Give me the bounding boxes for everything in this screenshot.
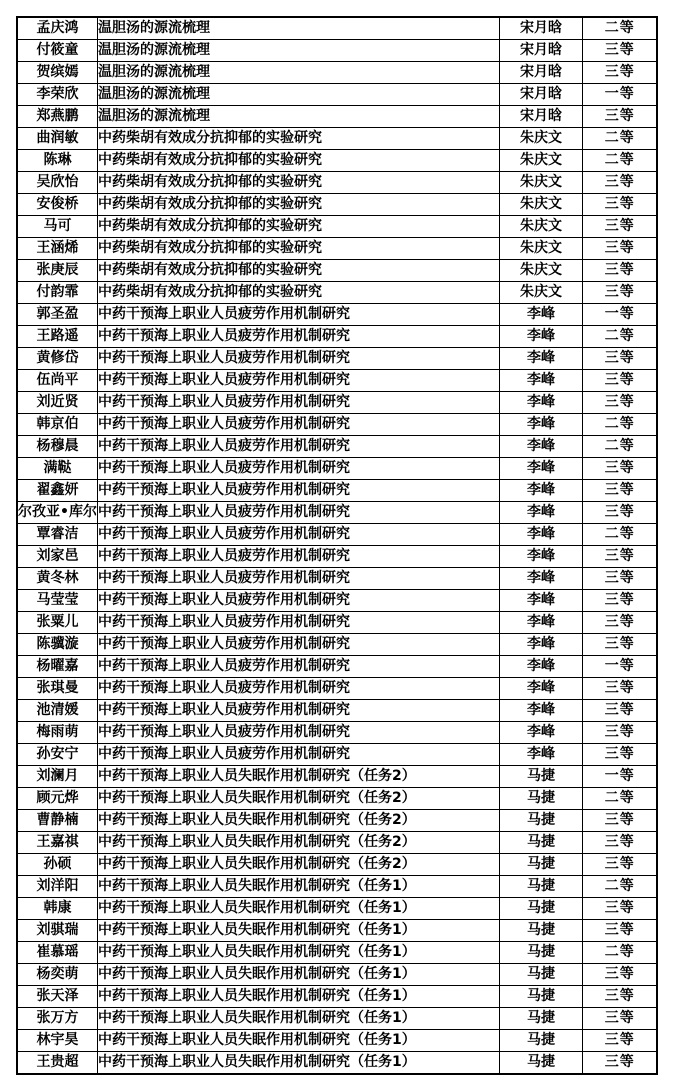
student-name-cell: 贺缤嫣 <box>17 62 97 84</box>
advisor-name-cell: 李峰 <box>499 458 582 480</box>
award-grade-cell: 一等 <box>582 656 657 678</box>
table-row <box>17 1052 657 1075</box>
advisor-name-cell: 李峰 <box>499 414 582 436</box>
project-title-cell: 中药柴胡有效成分抗抑郁的实验研究 <box>97 238 499 260</box>
project-title-cell: 温胆汤的源流梳理 <box>97 40 499 62</box>
award-grade-cell: 三等 <box>582 216 657 238</box>
project-title-cell: 温胆汤的源流梳理 <box>97 62 499 84</box>
advisor-name-cell: 李峰 <box>499 392 582 414</box>
project-title-cell: 中药干预海上职业人员失眠作用机制研究（任务1） <box>97 898 499 920</box>
award-grade-cell: 三等 <box>582 964 657 986</box>
award-grade-cell: 三等 <box>582 502 657 524</box>
table-row <box>17 194 657 216</box>
award-grade-cell: 三等 <box>582 1008 657 1030</box>
project-title-cell: 中药柴胡有效成分抗抑郁的实验研究 <box>97 216 499 238</box>
project-title-cell: 中药干预海上职业人员疲劳作用机制研究 <box>97 414 499 436</box>
project-title-cell: 中药干预海上职业人员失眠作用机制研究（任务1） <box>97 986 499 1008</box>
award-grade-cell: 二等 <box>582 876 657 898</box>
student-name-cell: 尔孜亚•库尔 <box>17 502 97 524</box>
advisor-name-cell: 宋月晗 <box>499 17 582 40</box>
advisor-name-cell: 李峰 <box>499 568 582 590</box>
student-name-cell: 张琪曼 <box>17 678 97 700</box>
advisor-name-cell: 马捷 <box>499 1008 582 1030</box>
award-grade-cell: 一等 <box>582 304 657 326</box>
award-grade-cell: 三等 <box>582 40 657 62</box>
advisor-name-cell: 马捷 <box>499 986 582 1008</box>
advisor-name-cell: 马捷 <box>499 898 582 920</box>
table-row <box>17 480 657 502</box>
student-name-cell: 张天泽 <box>17 986 97 1008</box>
table-row <box>17 546 657 568</box>
table-row <box>17 986 657 1008</box>
student-name-cell: 刘骐瑞 <box>17 920 97 942</box>
award-grade-cell: 三等 <box>582 832 657 854</box>
table-row <box>17 40 657 62</box>
award-grade-cell: 二等 <box>582 788 657 810</box>
table-row <box>17 810 657 832</box>
advisor-name-cell: 宋月晗 <box>499 40 582 62</box>
advisor-name-cell: 李峰 <box>499 304 582 326</box>
award-grade-cell: 三等 <box>582 744 657 766</box>
project-title-cell: 中药干预海上职业人员疲劳作用机制研究 <box>97 590 499 612</box>
award-grade-cell: 三等 <box>582 172 657 194</box>
advisor-name-cell: 马捷 <box>499 832 582 854</box>
advisor-name-cell: 朱庆文 <box>499 128 582 150</box>
student-name-cell: 覃睿洁 <box>17 524 97 546</box>
table-row <box>17 326 657 348</box>
table-row <box>17 568 657 590</box>
award-grade-cell: 三等 <box>582 1030 657 1052</box>
table-row <box>17 634 657 656</box>
project-title-cell: 中药干预海上职业人员失眠作用机制研究（任务2） <box>97 766 499 788</box>
award-grade-cell: 三等 <box>582 612 657 634</box>
project-title-cell: 温胆汤的源流梳理 <box>97 106 499 128</box>
project-title-cell: 中药干预海上职业人员失眠作用机制研究（任务1） <box>97 920 499 942</box>
advisor-name-cell: 马捷 <box>499 766 582 788</box>
student-name-cell: 王贵超 <box>17 1052 97 1075</box>
award-grade-cell: 三等 <box>582 106 657 128</box>
advisor-name-cell: 李峰 <box>499 370 582 392</box>
award-grade-cell: 二等 <box>582 150 657 172</box>
project-title-cell: 中药柴胡有效成分抗抑郁的实验研究 <box>97 260 499 282</box>
student-name-cell: 池清媛 <box>17 700 97 722</box>
table-row <box>17 84 657 106</box>
advisor-name-cell: 李峰 <box>499 612 582 634</box>
award-grade-cell: 三等 <box>582 810 657 832</box>
table-row <box>17 700 657 722</box>
advisor-name-cell: 李峰 <box>499 678 582 700</box>
student-name-cell: 曹静楠 <box>17 810 97 832</box>
advisor-name-cell: 朱庆文 <box>499 238 582 260</box>
award-grade-cell: 三等 <box>582 898 657 920</box>
table-row <box>17 238 657 260</box>
advisor-name-cell: 马捷 <box>499 810 582 832</box>
project-title-cell: 中药干预海上职业人员失眠作用机制研究（任务2） <box>97 854 499 876</box>
table-row <box>17 788 657 810</box>
advisor-name-cell: 马捷 <box>499 876 582 898</box>
advisor-name-cell: 马捷 <box>499 964 582 986</box>
award-grade-cell: 三等 <box>582 238 657 260</box>
project-title-cell: 中药干预海上职业人员失眠作用机制研究（任务1） <box>97 964 499 986</box>
advisor-name-cell: 李峰 <box>499 744 582 766</box>
advisor-name-cell: 马捷 <box>499 788 582 810</box>
project-title-cell: 中药柴胡有效成分抗抑郁的实验研究 <box>97 282 499 304</box>
advisor-name-cell: 马捷 <box>499 920 582 942</box>
project-title-cell: 中药干预海上职业人员失眠作用机制研究（任务1） <box>97 876 499 898</box>
project-title-cell: 中药干预海上职业人员失眠作用机制研究（任务2） <box>97 788 499 810</box>
student-name-cell: 林宇昊 <box>17 1030 97 1052</box>
award-grade-cell: 三等 <box>582 260 657 282</box>
award-grade-cell: 一等 <box>582 84 657 106</box>
award-grade-cell: 一等 <box>582 766 657 788</box>
student-name-cell: 黄冬林 <box>17 568 97 590</box>
award-grade-cell: 二等 <box>582 17 657 40</box>
project-title-cell: 中药柴胡有效成分抗抑郁的实验研究 <box>97 194 499 216</box>
advisor-name-cell: 李峰 <box>499 480 582 502</box>
award-grade-cell: 三等 <box>582 634 657 656</box>
table-row <box>17 744 657 766</box>
award-grade-cell: 二等 <box>582 436 657 458</box>
table-row <box>17 216 657 238</box>
table-row <box>17 17 657 40</box>
advisor-name-cell: 李峰 <box>499 524 582 546</box>
project-title-cell: 中药干预海上职业人员疲劳作用机制研究 <box>97 304 499 326</box>
student-name-cell: 满鞑 <box>17 458 97 480</box>
student-name-cell: 曲润敏 <box>17 128 97 150</box>
award-grade-cell: 三等 <box>582 854 657 876</box>
advisor-name-cell: 李峰 <box>499 326 582 348</box>
table-row <box>17 678 657 700</box>
advisor-name-cell: 李峰 <box>499 590 582 612</box>
table-row <box>17 436 657 458</box>
table-row <box>17 282 657 304</box>
project-title-cell: 中药干预海上职业人员失眠作用机制研究（任务2） <box>97 810 499 832</box>
student-name-cell: 韩康 <box>17 898 97 920</box>
award-grade-cell: 三等 <box>582 1052 657 1075</box>
table-row <box>17 964 657 986</box>
student-name-cell: 王嘉祺 <box>17 832 97 854</box>
project-title-cell: 中药干预海上职业人员疲劳作用机制研究 <box>97 744 499 766</box>
award-grade-cell: 三等 <box>582 568 657 590</box>
award-grade-cell: 三等 <box>582 920 657 942</box>
student-name-cell: 陈琳 <box>17 150 97 172</box>
advisor-name-cell: 宋月晗 <box>499 84 582 106</box>
student-name-cell: 黄修岱 <box>17 348 97 370</box>
advisor-name-cell: 朱庆文 <box>499 150 582 172</box>
advisor-name-cell: 朱庆文 <box>499 172 582 194</box>
project-title-cell: 中药干预海上职业人员疲劳作用机制研究 <box>97 458 499 480</box>
advisor-name-cell: 李峰 <box>499 546 582 568</box>
award-grade-cell: 三等 <box>582 722 657 744</box>
advisor-name-cell: 朱庆文 <box>499 216 582 238</box>
award-grade-cell: 二等 <box>582 414 657 436</box>
project-title-cell: 温胆汤的源流梳理 <box>97 84 499 106</box>
table-row <box>17 260 657 282</box>
project-title-cell: 中药干预海上职业人员疲劳作用机制研究 <box>97 348 499 370</box>
advisor-name-cell: 李峰 <box>499 634 582 656</box>
project-title-cell: 中药干预海上职业人员疲劳作用机制研究 <box>97 480 499 502</box>
table-row <box>17 722 657 744</box>
award-grade-cell: 三等 <box>582 62 657 84</box>
project-title-cell: 中药干预海上职业人员疲劳作用机制研究 <box>97 524 499 546</box>
student-name-cell: 崔慕瑶 <box>17 942 97 964</box>
project-title-cell: 中药干预海上职业人员疲劳作用机制研究 <box>97 568 499 590</box>
table-row <box>17 172 657 194</box>
advisor-name-cell: 马捷 <box>499 1030 582 1052</box>
project-title-cell: 中药干预海上职业人员失眠作用机制研究（任务1） <box>97 1008 499 1030</box>
award-grade-cell: 三等 <box>582 282 657 304</box>
table-row <box>17 1030 657 1052</box>
project-title-cell: 中药干预海上职业人员失眠作用机制研究（任务1） <box>97 942 499 964</box>
advisor-name-cell: 李峰 <box>499 502 582 524</box>
student-name-cell: 李荣欣 <box>17 84 97 106</box>
project-title-cell: 中药干预海上职业人员疲劳作用机制研究 <box>97 678 499 700</box>
student-name-cell: 郑燕鹏 <box>17 106 97 128</box>
student-name-cell: 韩京伯 <box>17 414 97 436</box>
table-row <box>17 942 657 964</box>
project-title-cell: 中药柴胡有效成分抗抑郁的实验研究 <box>97 172 499 194</box>
table-row <box>17 590 657 612</box>
advisor-name-cell: 宋月晗 <box>499 62 582 84</box>
award-grade-cell: 三等 <box>582 700 657 722</box>
student-name-cell: 刘家邑 <box>17 546 97 568</box>
project-title-cell: 中药干预海上职业人员疲劳作用机制研究 <box>97 546 499 568</box>
award-grade-cell: 三等 <box>582 678 657 700</box>
table-row <box>17 370 657 392</box>
advisor-name-cell: 李峰 <box>499 436 582 458</box>
student-name-cell: 王路遥 <box>17 326 97 348</box>
table-row <box>17 612 657 634</box>
award-grade-cell: 三等 <box>582 392 657 414</box>
student-name-cell: 吴欣怡 <box>17 172 97 194</box>
table-row <box>17 458 657 480</box>
project-title-cell: 中药干预海上职业人员失眠作用机制研究（任务2） <box>97 832 499 854</box>
award-grade-cell: 三等 <box>582 348 657 370</box>
project-title-cell: 中药干预海上职业人员疲劳作用机制研究 <box>97 722 499 744</box>
advisor-name-cell: 马捷 <box>499 1052 582 1075</box>
student-name-cell: 马可 <box>17 216 97 238</box>
award-grade-cell: 二等 <box>582 524 657 546</box>
project-title-cell: 中药柴胡有效成分抗抑郁的实验研究 <box>97 150 499 172</box>
award-grade-cell: 三等 <box>582 590 657 612</box>
award-grade-cell: 三等 <box>582 458 657 480</box>
student-name-cell: 刘近贤 <box>17 392 97 414</box>
award-grade-cell: 二等 <box>582 326 657 348</box>
award-grade-cell: 三等 <box>582 986 657 1008</box>
table-row <box>17 106 657 128</box>
student-name-cell: 王涵烯 <box>17 238 97 260</box>
award-grade-cell: 三等 <box>582 546 657 568</box>
table-row <box>17 502 657 524</box>
student-name-cell: 梅雨萌 <box>17 722 97 744</box>
advisor-name-cell: 宋月晗 <box>499 106 582 128</box>
student-name-cell: 安俊桥 <box>17 194 97 216</box>
table-row <box>17 876 657 898</box>
advisor-name-cell: 李峰 <box>499 348 582 370</box>
student-name-cell: 刘洋阳 <box>17 876 97 898</box>
awards-table <box>16 16 658 1075</box>
award-grade-cell: 二等 <box>582 128 657 150</box>
student-name-cell: 翟鑫妍 <box>17 480 97 502</box>
project-title-cell: 中药干预海上职业人员疲劳作用机制研究 <box>97 700 499 722</box>
table-row <box>17 832 657 854</box>
table-row <box>17 898 657 920</box>
table-row <box>17 766 657 788</box>
student-name-cell: 郭圣盈 <box>17 304 97 326</box>
student-name-cell: 付筱童 <box>17 40 97 62</box>
table-row <box>17 150 657 172</box>
project-title-cell: 中药干预海上职业人员疲劳作用机制研究 <box>97 436 499 458</box>
student-name-cell: 张粟儿 <box>17 612 97 634</box>
project-title-cell: 中药干预海上职业人员疲劳作用机制研究 <box>97 370 499 392</box>
student-name-cell: 顾元烨 <box>17 788 97 810</box>
student-name-cell: 孙安宁 <box>17 744 97 766</box>
project-title-cell: 中药干预海上职业人员疲劳作用机制研究 <box>97 392 499 414</box>
student-name-cell: 孙硕 <box>17 854 97 876</box>
table-row <box>17 392 657 414</box>
award-grade-cell: 二等 <box>582 942 657 964</box>
award-grade-cell: 三等 <box>582 194 657 216</box>
table-row <box>17 128 657 150</box>
advisor-name-cell: 马捷 <box>499 942 582 964</box>
table-row <box>17 62 657 84</box>
table-row <box>17 656 657 678</box>
table-row <box>17 854 657 876</box>
table-row <box>17 348 657 370</box>
award-grade-cell: 三等 <box>582 480 657 502</box>
award-grade-cell: 三等 <box>582 370 657 392</box>
advisor-name-cell: 李峰 <box>499 700 582 722</box>
project-title-cell: 中药干预海上职业人员疲劳作用机制研究 <box>97 612 499 634</box>
project-title-cell: 中药干预海上职业人员疲劳作用机制研究 <box>97 502 499 524</box>
student-name-cell: 杨奕萌 <box>17 964 97 986</box>
project-title-cell: 中药干预海上职业人员失眠作用机制研究（任务1） <box>97 1052 499 1075</box>
project-title-cell: 中药柴胡有效成分抗抑郁的实验研究 <box>97 128 499 150</box>
student-name-cell: 陈骥漩 <box>17 634 97 656</box>
awards-table-body <box>17 17 657 1074</box>
table-row <box>17 524 657 546</box>
student-name-cell: 张庚辰 <box>17 260 97 282</box>
student-name-cell: 付韵霏 <box>17 282 97 304</box>
student-name-cell: 孟庆鸿 <box>17 17 97 40</box>
student-name-cell: 马莹莹 <box>17 590 97 612</box>
project-title-cell: 温胆汤的源流梳理 <box>97 17 499 40</box>
project-title-cell: 中药干预海上职业人员疲劳作用机制研究 <box>97 634 499 656</box>
project-title-cell: 中药干预海上职业人员疲劳作用机制研究 <box>97 656 499 678</box>
student-name-cell: 张万方 <box>17 1008 97 1030</box>
advisor-name-cell: 李峰 <box>499 722 582 744</box>
project-title-cell: 中药干预海上职业人员疲劳作用机制研究 <box>97 326 499 348</box>
table-row <box>17 304 657 326</box>
advisor-name-cell: 马捷 <box>499 854 582 876</box>
table-row <box>17 1008 657 1030</box>
advisor-name-cell: 李峰 <box>499 656 582 678</box>
advisor-name-cell: 朱庆文 <box>499 194 582 216</box>
project-title-cell: 中药干预海上职业人员失眠作用机制研究（任务1） <box>97 1030 499 1052</box>
student-name-cell: 杨曜嘉 <box>17 656 97 678</box>
student-name-cell: 伍尚平 <box>17 370 97 392</box>
student-name-cell: 刘澜月 <box>17 766 97 788</box>
advisor-name-cell: 朱庆文 <box>499 260 582 282</box>
student-name-cell: 杨穆晨 <box>17 436 97 458</box>
advisor-name-cell: 朱庆文 <box>499 282 582 304</box>
table-row <box>17 414 657 436</box>
table-row <box>17 920 657 942</box>
